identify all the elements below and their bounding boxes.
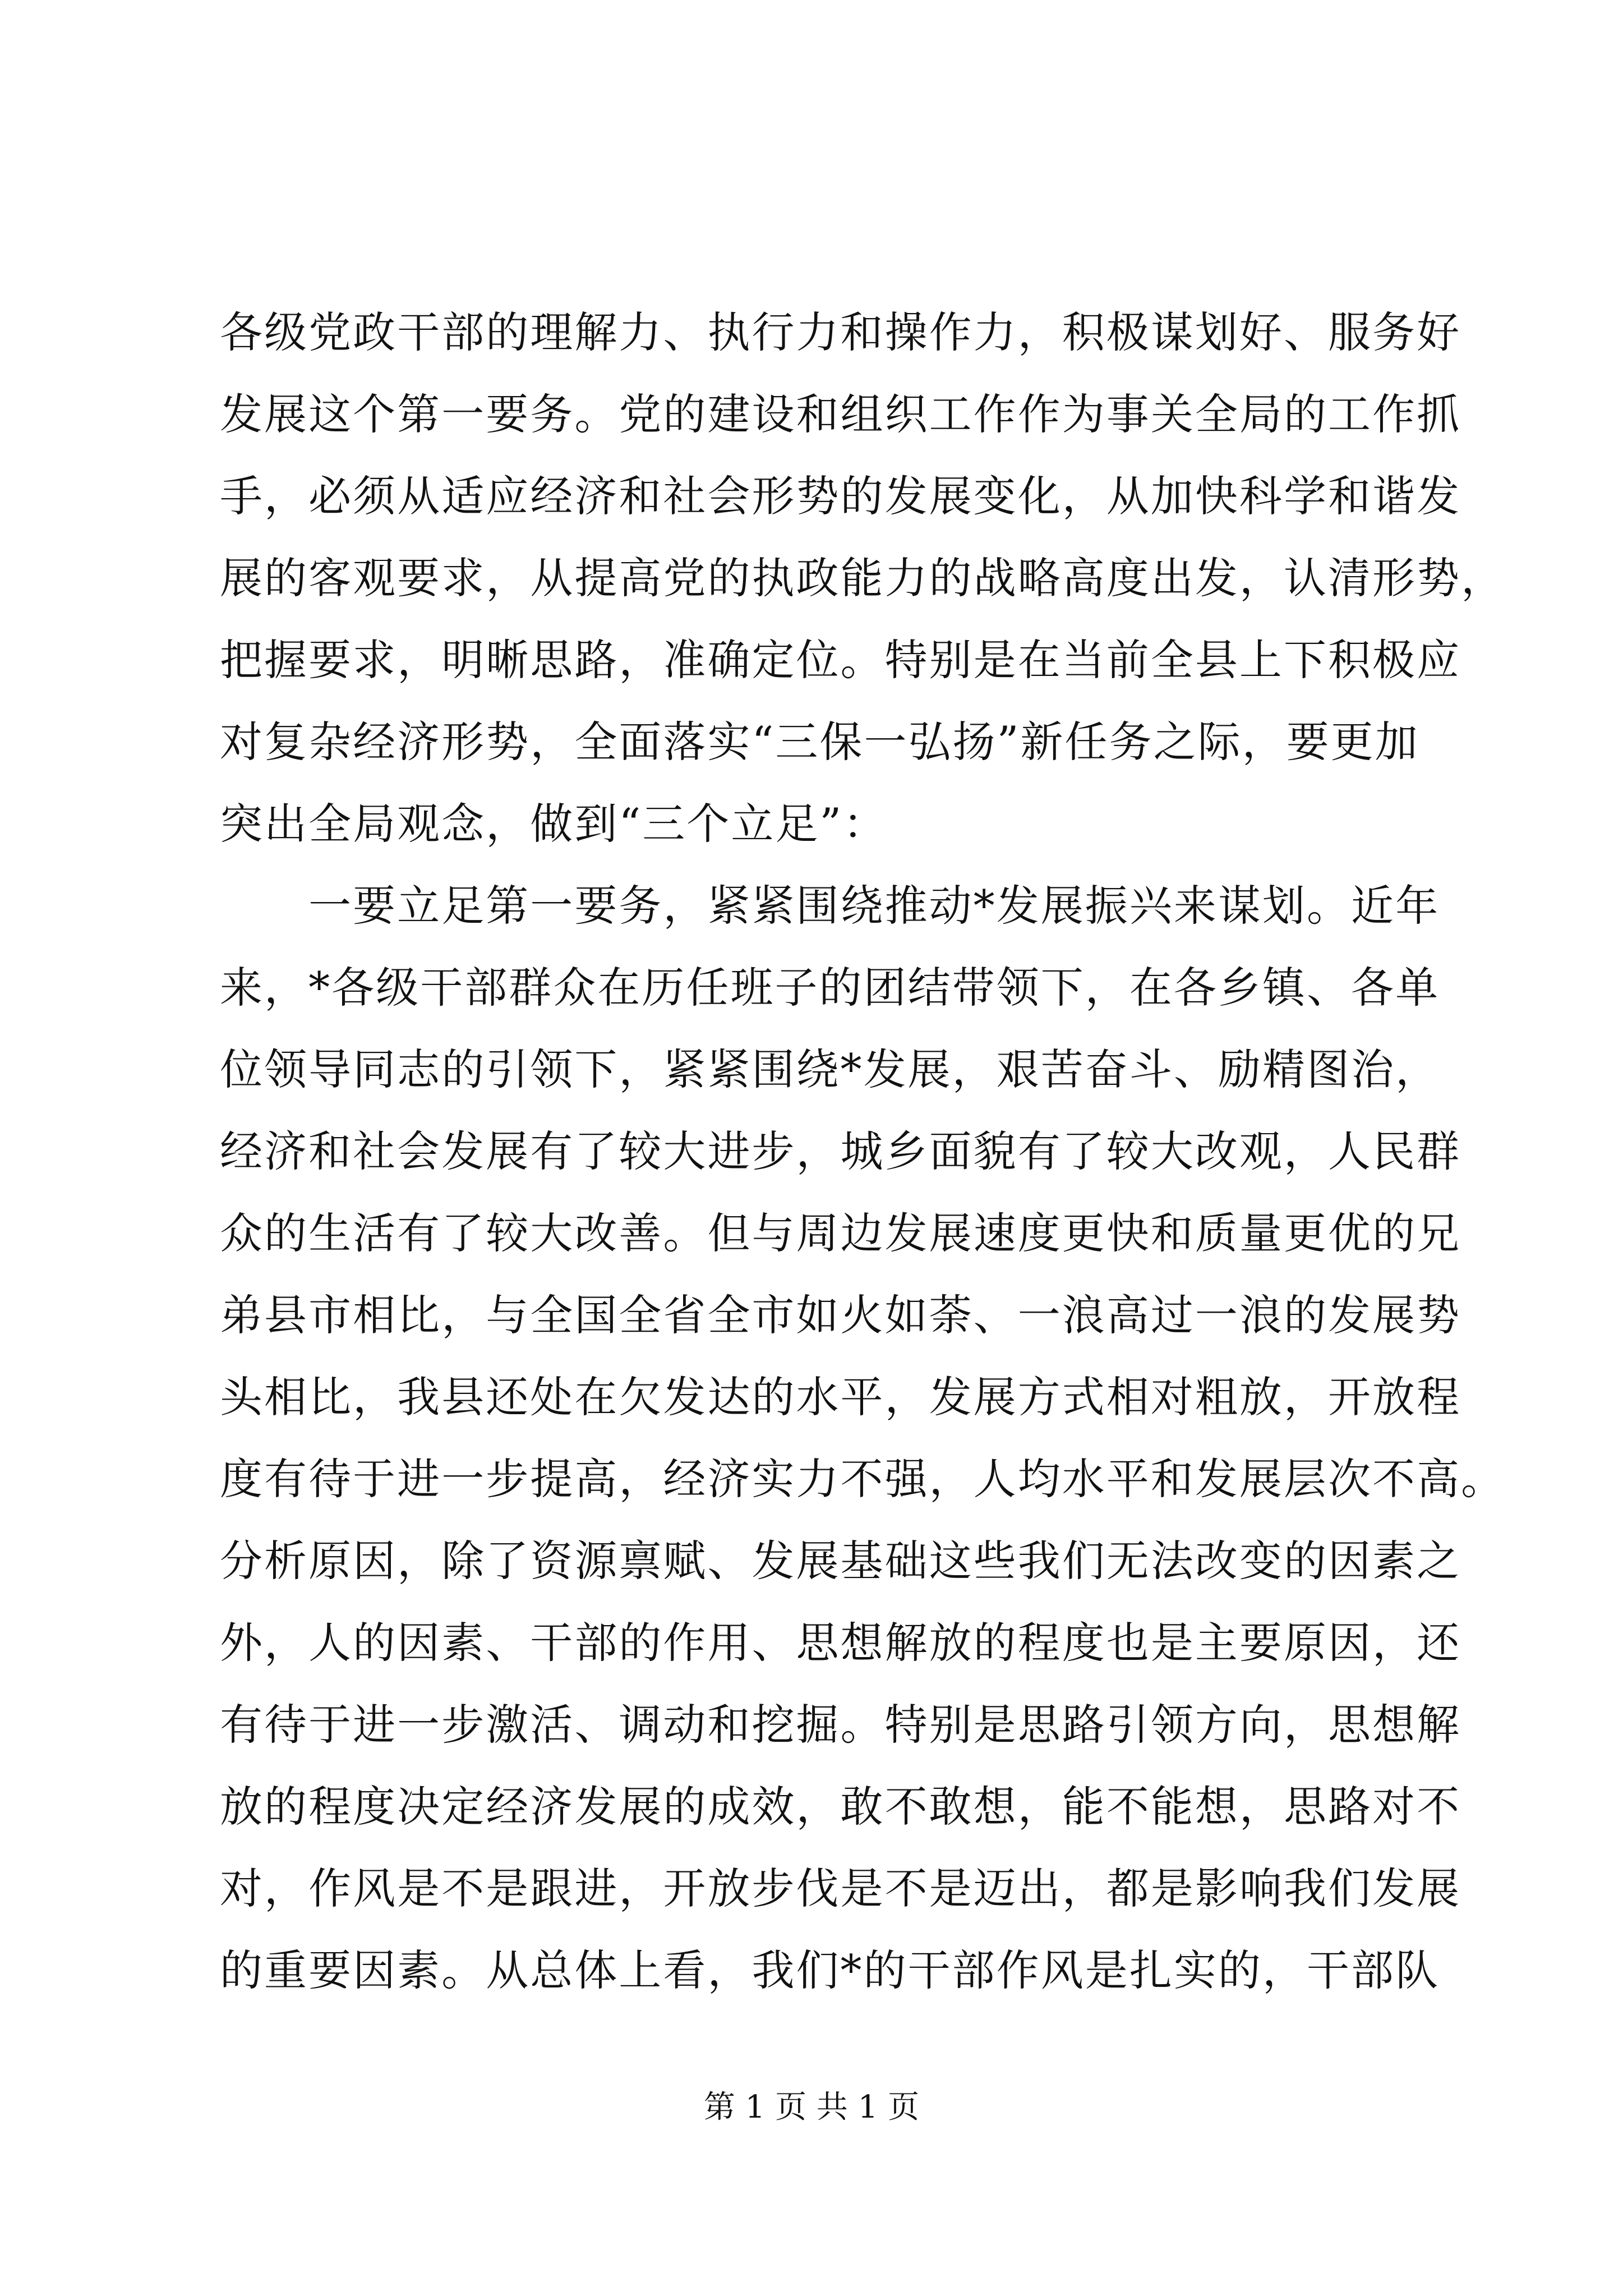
text-line: 来，*各级干部群众在历任班子的团结带领下，在各乡镇、各单 [220,963,1440,1013]
text-line: 度有待于进一步提高，经济实力不强，人均水平和发展层次不高。 [220,1454,1506,1504]
text-line: 发展这个第一要务。党的建设和组织工作作为事关全局的工作抓 [220,389,1461,439]
text-line: 各级党政干部的理解力、执行力和操作力，积极谋划好、服务好 [220,307,1461,357]
text-line: 对，作风是不是跟进，开放步伐是不是迈出，都是影响我们发展 [220,1864,1461,1913]
page-footer: 第 1 页 共 1 页 [703,2089,920,2125]
text-line: 位领导同志的引领下，紧紧围绕*发展，艰苦奋斗、励精图治， [220,1045,1440,1094]
text-line: 分析原因，除了资源禀赋、发展基础这些我们无法改变的因素之 [220,1536,1461,1586]
text-line: 头相比，我县还处在欠发达的水平，发展方式相对粗放，开放程 [220,1372,1461,1422]
text-line: 外，人的因素、干部的作用、思想解放的程度也是主要原因，还 [220,1618,1461,1668]
text-line: 经济和社会发展有了较大进步，城乡面貌有了较大改观，人民群 [220,1126,1461,1176]
text-line: 众的生活有了较大改善。但与周边发展速度更快和质量更优的兄 [220,1208,1461,1258]
text-line: 把握要求，明晰思路，准确定位。特别是在当前全县上下积极应 [220,635,1461,685]
text-line: 手，必须从适应经济和社会形势的发展变化，从加快科学和谐发 [220,471,1461,521]
text-line: 一要立足第一要务，紧紧围绕推动*发展振兴来谋划。近年 [220,881,1440,931]
text-line: 突出全局观念，做到“三个立足”： [220,799,888,849]
text-line: 弟县市相比，与全国全省全市如火如荼、一浪高过一浪的发展势 [220,1290,1461,1340]
text-line: 的重要因素。从总体上看，我们*的干部作风是扎实的，干部队 [220,1945,1440,1995]
text-line: 放的程度决定经济发展的成效，敢不敢想，能不能想，思路对不 [220,1782,1461,1832]
text-line: 展的客观要求，从提高党的执政能力的战略高度出发，认清形势， [220,553,1506,603]
text-line: 有待于进一步激活、调动和挖掘。特别是思路引领方向，思想解 [220,1700,1461,1750]
text-line: 对复杂经济形势，全面落实“三保一弘扬”新任务之际，要更加 [220,717,1419,767]
body-text [220,292,1506,2012]
